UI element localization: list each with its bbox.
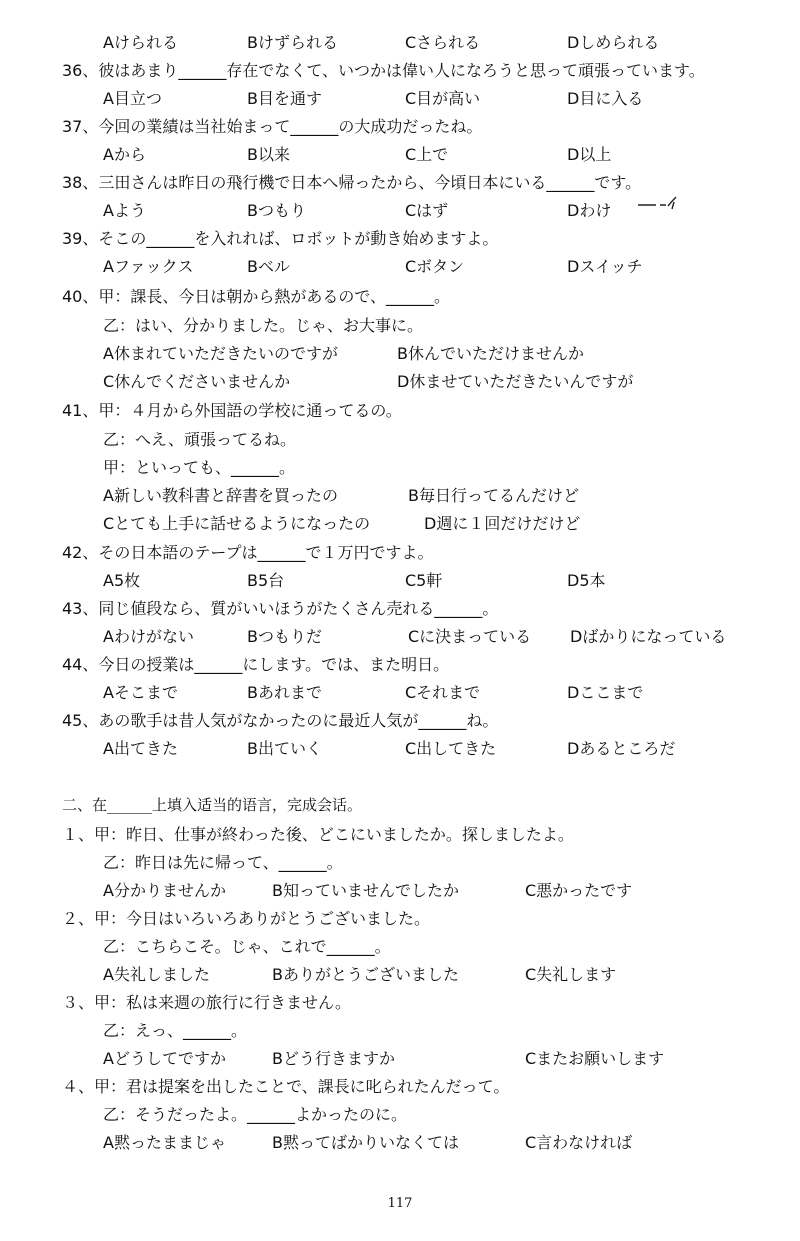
option-c: Cに決まっている: [408, 627, 532, 646]
q38-options: [0, 198, 800, 224]
option-a: Aどうしてですか: [103, 1049, 226, 1068]
conversation-2-line-1: [0, 906, 800, 932]
option-d: Dスイッチ: [567, 257, 643, 276]
q37-options: [0, 142, 800, 168]
option-b: B出ていく: [247, 739, 322, 758]
option-b: B休んでいただけませんか: [397, 344, 584, 363]
question-43: [0, 596, 800, 622]
question-stem: 43、同じ値段なら、質がいいほうがたくさん売れる______。: [62, 599, 499, 618]
option-d: Dわけ: [567, 201, 612, 220]
option-a: A目立つ: [103, 89, 162, 108]
option-a: A分かりませんか: [103, 881, 226, 900]
question-45: [0, 708, 800, 734]
option-c: Cさられる: [405, 33, 481, 52]
dialogue-line: 甲：といっても、______。: [103, 458, 296, 477]
q41-options-row2: [0, 511, 800, 537]
q40-dialogue: [0, 313, 800, 339]
q43-options: [0, 624, 800, 650]
dialogue-line: 乙：こちらこそ。じゃ、これで______。: [103, 937, 391, 956]
option-b: Bつもりだ: [247, 627, 322, 646]
option-a: Aよう: [103, 201, 146, 220]
option-a: A新しい教科書と辞書を買ったの: [103, 486, 338, 505]
option-b: Bけずられる: [247, 33, 338, 52]
dialogue-line: 乙：そうだったよ。______よかったのに。: [103, 1105, 408, 1124]
option-b: B知っていませんでしたか: [272, 881, 459, 900]
question-stem: 38、三田さんは昨日の飛行機で日本へ帰ったから、今頃日本にいる______です。: [62, 173, 642, 192]
option-b: B以来: [247, 145, 290, 164]
option-a: A黙ったままじゃ: [103, 1133, 226, 1152]
q41-dialogue-2: [0, 455, 800, 481]
conversation-1-line-2: [0, 850, 800, 876]
conversation-3-line-2: [0, 1018, 800, 1044]
question-38: [0, 170, 800, 196]
option-a: Aファックス: [103, 257, 194, 276]
dialogue-line: 乙：はい、分かりました。じゃ、お大事に。: [103, 316, 424, 335]
option-a: A失礼しました: [103, 965, 210, 984]
q39-options: [0, 254, 800, 280]
conversation-3-options: [0, 1046, 800, 1072]
q41-dialogue-1: [0, 427, 800, 453]
option-d: D5本: [567, 571, 606, 590]
option-b: Bつもり: [247, 201, 306, 220]
question-41: [0, 398, 800, 424]
question-stem: 41、甲：４月から外国語の学校に通ってるの。: [62, 401, 402, 420]
option-d: D休ませていただきたいんですが: [397, 372, 634, 391]
conversation-2-line-2: [0, 934, 800, 960]
q40-options-row1: [0, 341, 800, 367]
q41-options-row1: [0, 483, 800, 509]
option-a: A休まれていただきたいのですが: [103, 344, 338, 363]
option-d: D以上: [567, 145, 612, 164]
question-37: [0, 114, 800, 140]
question-36: [0, 58, 800, 84]
option-b: B黙ってばかりいなくては: [272, 1133, 459, 1152]
option-c: C5軒: [405, 571, 443, 590]
option-d: D週に１回だけだけど: [424, 514, 581, 533]
dialogue-line: ２、甲：今日はいろいろありがとうございました。: [62, 909, 431, 928]
pen-scribble-mark: [636, 196, 680, 210]
option-a: Aけられる: [103, 33, 178, 52]
option-c: Cとても上手に話せるようになったの: [103, 514, 371, 533]
option-c: Cボタン: [405, 257, 465, 276]
option-b: Bどう行きますか: [272, 1049, 395, 1068]
option-b: B目を通す: [247, 89, 322, 108]
conversation-2-options: [0, 962, 800, 988]
option-d: Dあるところだ: [567, 739, 676, 758]
q36-options: [0, 86, 800, 112]
conversation-4-line-2: [0, 1102, 800, 1128]
q35-options: [0, 30, 800, 56]
question-39: [0, 226, 800, 252]
section-heading: 二、在______上填入适当的语言，完成会话。: [62, 796, 363, 814]
question-stem: 42、その日本語のテープは______で１万円ですよ。: [62, 543, 434, 562]
conversation-4-line-1: [0, 1074, 800, 1100]
conversation-1-line-1: [0, 822, 800, 848]
option-a: Aから: [103, 145, 146, 164]
dialogue-line: 乙：えっ、______。: [103, 1021, 248, 1040]
question-stem: 37、今回の業績は当社始まって______の大成功だったね。: [62, 117, 483, 136]
option-d: D目に入る: [567, 89, 644, 108]
option-c: Cそれまで: [405, 683, 481, 702]
option-b: Bあれまで: [247, 683, 322, 702]
option-a: A5枚: [103, 571, 141, 590]
question-40: [0, 284, 800, 310]
option-b: B毎日行ってるんだけど: [408, 486, 579, 505]
option-c: C上で: [405, 145, 449, 164]
question-stem: 45、あの歌手は昔人気がなかったのに最近人気が______ね。: [62, 711, 499, 730]
option-c: C休んでくださいませんか: [103, 372, 291, 391]
option-b: Bベル: [247, 257, 290, 276]
section-2-title: [0, 794, 800, 820]
option-c: Cまたお願いします: [525, 1049, 665, 1068]
question-stem: 40、甲：課長、今日は朝から熱があるので、______。: [62, 287, 451, 306]
question-42: [0, 540, 800, 566]
dialogue-line: 乙：昨日は先に帰って、______。: [103, 853, 343, 872]
q45-options: [0, 736, 800, 762]
option-a: Aわけがない: [103, 627, 194, 646]
option-c: C出してきた: [405, 739, 497, 758]
option-c: C言わなければ: [525, 1133, 633, 1152]
option-d: Dしめられる: [567, 33, 660, 52]
option-a: Aそこまで: [103, 683, 178, 702]
option-c: C失礼します: [525, 965, 617, 984]
q40-options-row2: [0, 369, 800, 395]
conversation-4-options: [0, 1130, 800, 1156]
conversation-1-options: [0, 878, 800, 904]
q42-options: [0, 568, 800, 594]
question-stem: 44、今日の授業は______にします。では、また明日。: [62, 655, 450, 674]
dialogue-line: １、甲：昨日、仕事が終わった後、どこにいましたか。探しましたよ。: [62, 825, 574, 844]
conversation-3-line-1: [0, 990, 800, 1016]
question-stem: 36、彼はあまり______存在でなくて、いつかは偉い人になろうと思って頑張っています。: [62, 61, 705, 80]
page-number: 117: [387, 1196, 413, 1211]
option-c: C目が高い: [405, 89, 481, 108]
dialogue-line: ４、甲：君は提案を出したことで、課長に叱られたんだって。: [62, 1077, 510, 1096]
dialogue-line: ３、甲：私は来週の旅行に行きません。: [62, 993, 351, 1012]
question-44: [0, 652, 800, 678]
option-c: C悪かったです: [525, 881, 633, 900]
option-b: B5台: [247, 571, 285, 590]
q44-options: [0, 680, 800, 706]
option-d: Dここまで: [567, 683, 644, 702]
option-c: Cはず: [405, 201, 449, 220]
option-a: A出てきた: [103, 739, 178, 758]
question-stem: 39、そこの______を入れれば、ロボットが動き始めますよ。: [62, 229, 499, 248]
dialogue-line: 乙：へえ、頑張ってるね。: [103, 430, 296, 449]
option-d: Dばかりになっている: [570, 627, 727, 646]
option-b: Bありがとうございました: [272, 965, 459, 984]
